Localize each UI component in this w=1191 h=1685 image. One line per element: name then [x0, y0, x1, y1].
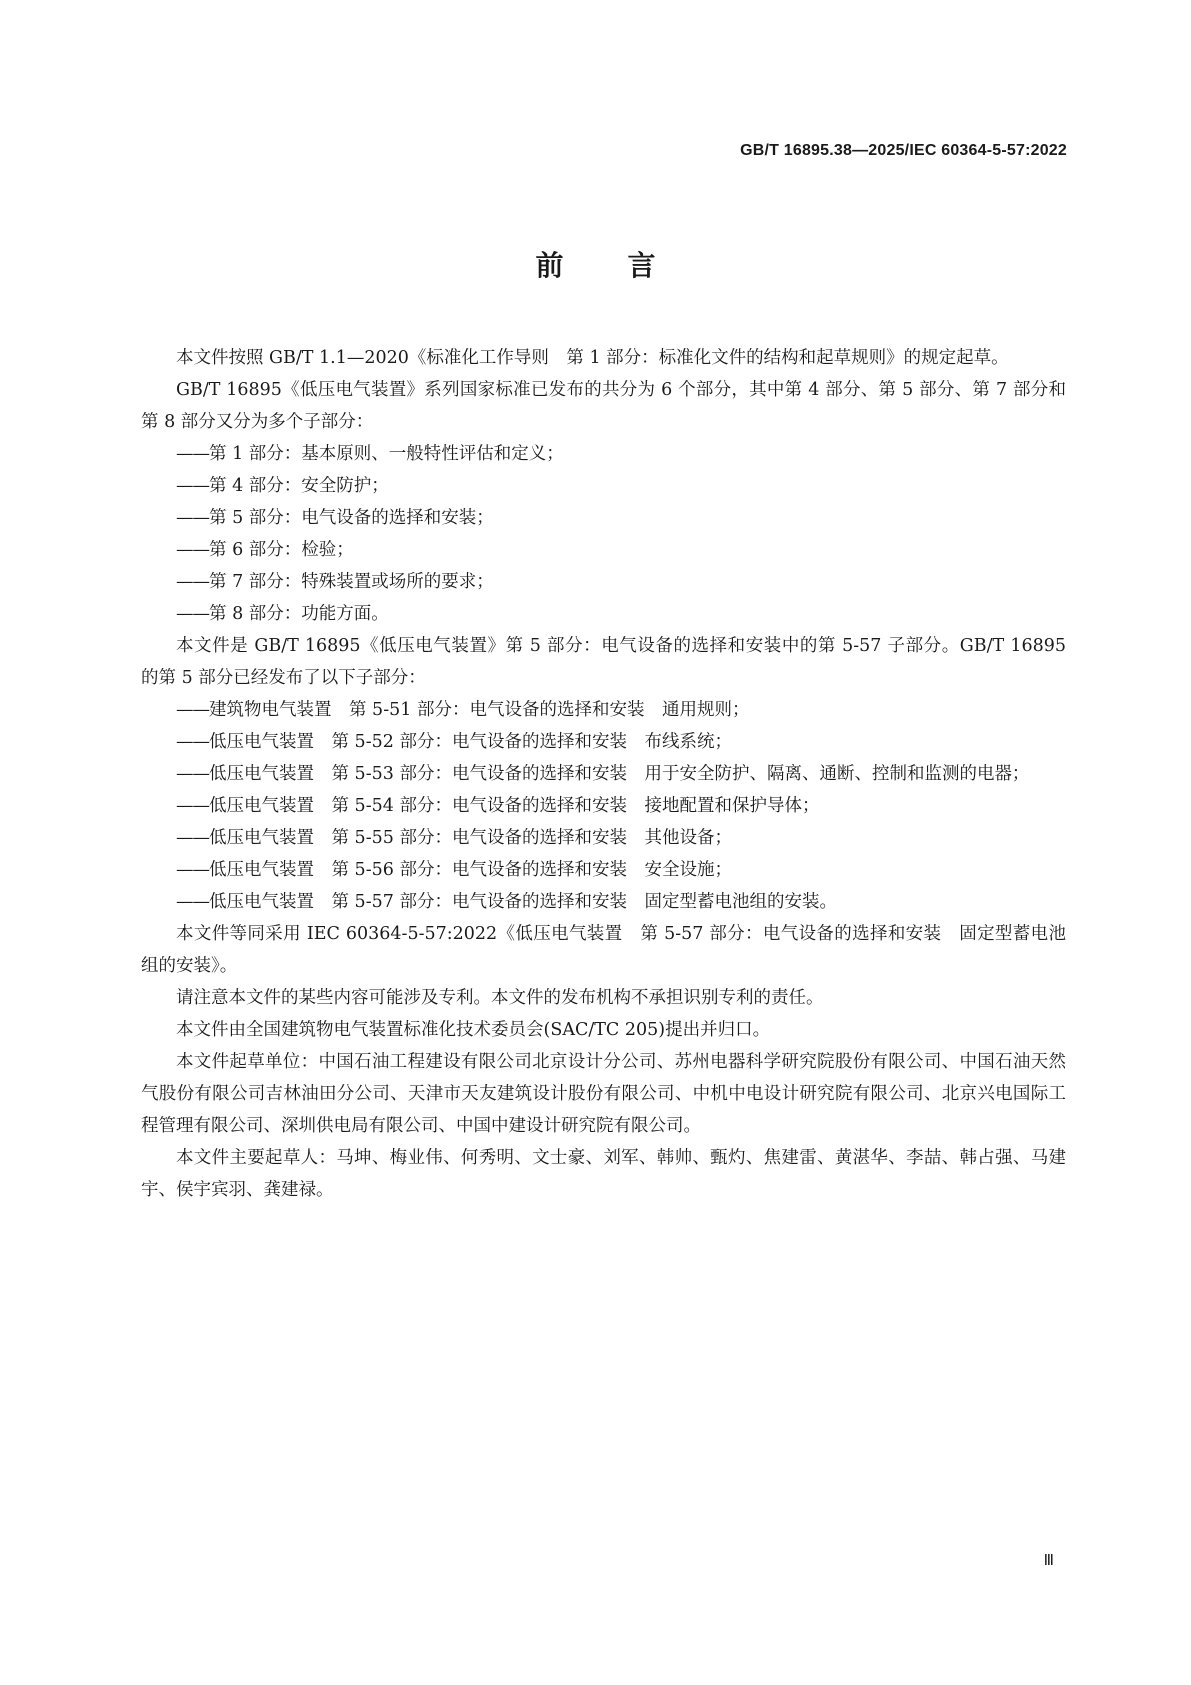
list-item: ——低压电气装置 第 5-57 部分：电气设备的选择和安装 固定型蓄电池组的安装。: [176, 892, 837, 912]
paragraph-equivalence: 本文件等同采用 IEC 60364-5-57:2022《低压电气装置 第 5-57 部分：电气设备的选择和安装 固定型蓄电池组的安装》。: [141, 924, 1066, 976]
dash-marker: ——: [176, 572, 209, 592]
foreword-body: [141, 342, 1066, 1206]
dash-marker: ——: [176, 796, 209, 816]
list-item: ——第 4 部分：安全防护；: [176, 476, 389, 496]
paragraph-drafting-rules: 本文件按照 GB/T 1.1—2020《标准化工作导则 第 1 部分：标准化文件的结构和起草规则》的规定起草。: [176, 348, 1009, 368]
list-item: ——第 1 部分：基本原则、一般特性评估和定义；: [176, 444, 564, 464]
paragraph-series-overview: GB/T 16895《低压电气装置》系列国家标准已发布的共分为 6 个部分，其中第 4 部分、第 5 部分、第 7 部分和第 8 部分又分为多个子部分：: [141, 380, 1066, 432]
dash-marker: ——: [176, 828, 209, 848]
dash-marker: ——: [176, 604, 209, 624]
list-item: ——低压电气装置 第 5-56 部分：电气设备的选择和安装 安全设施；: [176, 860, 732, 880]
page-number: Ⅲ: [1043, 1553, 1054, 1569]
list-item: ——第 8 部分：功能方面。: [176, 604, 389, 624]
paragraph-drafting-units: 本文件起草单位：中国石油工程建设有限公司北京设计分公司、苏州电器科学研究院股份有限公司、中国石油天然气股份有限公司吉林油田分公司、天津市天友建筑设计股份有限公司、中机中电设计研究院有限公司、北京兴电国际工程管理有限公司、深圳供电局有限公司、中国中建设计研究院有限公司。: [141, 1052, 1066, 1136]
paragraph-drafters: 本文件主要起草人：马坤、梅业伟、何秀明、文士豪、刘军、韩帅、甄灼、焦建雷、黄湛华、李喆、韩占强、马建宇、侯宇宾羽、龚建禄。: [141, 1148, 1066, 1200]
title-char-1: 前: [535, 249, 564, 282]
standard-code: GB/T 16895.38—2025/IEC 60364-5-57:2022: [740, 142, 1067, 159]
list-item: ——低压电气装置 第 5-52 部分：电气设备的选择和安装 布线系统；: [176, 732, 732, 752]
dash-marker: ——: [176, 764, 209, 784]
list-item: ——低压电气装置 第 5-53 部分：电气设备的选择和安装 用于安全防护、隔离、通断、控制和监测的电器；: [176, 764, 1030, 784]
paragraph-patent-notice: 请注意本文件的某些内容可能涉及专利。本文件的发布机构不承担识别专利的责任。: [176, 988, 824, 1008]
list-item: ——低压电气装置 第 5-55 部分：电气设备的选择和安装 其他设备；: [176, 828, 732, 848]
dash-marker: ——: [176, 540, 209, 560]
list-item: ——第 6 部分：检验；: [176, 540, 354, 560]
paragraph-document-scope: 本文件是 GB/T 16895《低压电气装置》第 5 部分：电气设备的选择和安装中的第 5-57 子部分。GB/T 16895 的第 5 部分已经发布了以下子部分：: [141, 636, 1066, 688]
dash-marker: ——: [176, 892, 209, 912]
dash-marker: ——: [176, 508, 209, 528]
title-char-2: 言: [627, 249, 656, 282]
list-item: ——第 7 部分：特殊装置或场所的要求；: [176, 572, 494, 592]
dash-marker: ——: [176, 860, 209, 880]
dash-marker: ——: [176, 476, 209, 496]
dash-marker: ——: [176, 444, 209, 464]
list-item: ——低压电气装置 第 5-54 部分：电气设备的选择和安装 接地配置和保护导体；: [176, 796, 820, 816]
paragraph-proposer: 本文件由全国建筑物电气装置标准化技术委员会(SAC/TC 205)提出并归口。: [176, 1020, 771, 1040]
list-item: ——建筑物电气装置 第 5-51 部分：电气设备的选择和安装 通用规则；: [176, 700, 750, 720]
page-title: [0, 244, 1191, 284]
list-item: ——第 5 部分：电气设备的选择和安装；: [176, 508, 494, 528]
dash-marker: ——: [176, 700, 209, 720]
dash-marker: ——: [176, 732, 209, 752]
